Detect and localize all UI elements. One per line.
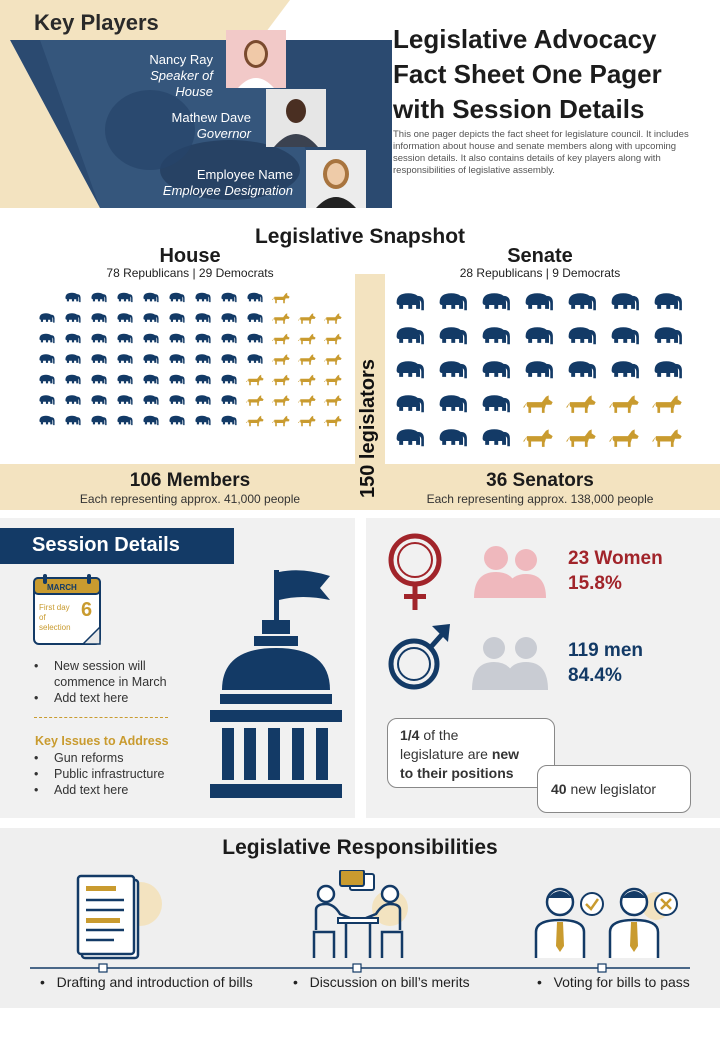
elephant-icon [65, 375, 80, 384]
elephant-icon [65, 354, 80, 363]
gender-stats [366, 518, 720, 818]
elephant-icon [65, 313, 80, 322]
elephant-icon [221, 416, 236, 425]
elephant-icon [247, 354, 262, 363]
legislative-responsibilities [0, 828, 720, 1008]
donkey-icon [652, 429, 682, 447]
new-legislator-count-box [537, 765, 691, 813]
elephant-icon [65, 334, 80, 343]
document-icon [74, 874, 170, 962]
elephant-icon [169, 416, 184, 425]
elephant-icon [655, 327, 682, 344]
elephant-icon [440, 327, 467, 344]
elephant-icon [91, 375, 106, 384]
elephant-icon [117, 375, 132, 384]
elephant-icon [221, 293, 236, 302]
calendar-day: 6 [81, 599, 93, 621]
elephant-icon [39, 375, 54, 384]
responsibility-item-2 [293, 974, 470, 990]
house-represent: Each representing approx. 41,000 people [79, 492, 301, 506]
donkey-icon [609, 395, 639, 413]
elephant-icon [117, 313, 132, 322]
elephant-icon [117, 416, 132, 425]
donkey-icon [272, 375, 290, 385]
elephant-icon [169, 354, 184, 363]
list-item: • New session will commence in March [34, 658, 194, 690]
session-points [34, 658, 194, 706]
elephant-icon [143, 354, 158, 363]
elephant-icon [143, 293, 158, 302]
men-percent: 84.4% [568, 665, 622, 686]
note-text: of the [419, 727, 459, 743]
session-details [0, 518, 355, 818]
women-percent: 15.8% [568, 573, 622, 594]
elephant-icon [39, 313, 54, 322]
session-divider [34, 717, 168, 718]
men-group-icon [470, 634, 550, 690]
key-players-section [0, 0, 720, 208]
donkey-icon [523, 395, 553, 413]
calendar-caption: selection [39, 623, 71, 632]
calendar-icon [33, 574, 103, 648]
donkey-icon [298, 354, 316, 364]
elephant-icon [397, 429, 424, 446]
page-description: This one pager depicts the fact sheet for legislature council. It includes information about house and senate members along with upcoming session details. It also contains details of key players along with responsibilities of legislative assembly. [393, 129, 689, 176]
donkey-icon [272, 334, 290, 344]
donkey-icon [272, 416, 290, 426]
elephant-icon [655, 361, 682, 378]
bullet: • [40, 974, 57, 990]
donkey-icon [324, 334, 342, 344]
new-count: 40 [551, 781, 567, 797]
elephant-icon [117, 395, 132, 404]
elephant-icon [483, 361, 510, 378]
elephant-icon [247, 313, 262, 322]
donkey-icon [272, 293, 290, 303]
donkey-icon [324, 395, 342, 405]
donkey-icon [246, 416, 264, 426]
player-role: Governor [196, 126, 251, 141]
key-players-title: Key Players [34, 10, 159, 35]
session-title: Session Details [0, 528, 234, 564]
donkey-icon [298, 395, 316, 405]
donkey-icon [652, 395, 682, 413]
elephant-icon [65, 416, 80, 425]
issues-list [34, 750, 204, 798]
elephant-icon [221, 354, 236, 363]
responsibility-item-1 [40, 974, 253, 990]
player-name: Employee Name [196, 167, 293, 182]
player-role: Employee Designation [162, 183, 293, 198]
men-stat [568, 638, 643, 688]
donkey-icon [324, 354, 342, 364]
elephant-icon [65, 395, 80, 404]
elephant-icon [247, 293, 262, 302]
capitol-building-icon [206, 570, 346, 798]
player-name: Nancy Ray [149, 52, 213, 67]
player-card-1 [110, 52, 213, 100]
elephant-icon [169, 293, 184, 302]
women-count: 23 Women [568, 548, 663, 569]
elephant-icon [169, 395, 184, 404]
elephant-icon [195, 375, 210, 384]
donkey-icon [566, 395, 596, 413]
page-title-line: Fact Sheet One Pager [393, 59, 662, 89]
elephant-icon [169, 375, 184, 384]
elephant-icon [39, 354, 54, 363]
player-photo-2 [266, 89, 326, 147]
men-count: 119 men [568, 640, 643, 661]
elephant-icon [440, 361, 467, 378]
donkey-icon [566, 429, 596, 447]
house-breakdown: 78 Republicans | 29 Democrats [106, 266, 274, 280]
elephant-icon [195, 395, 210, 404]
elephant-icon [569, 361, 596, 378]
calendar-caption: of [39, 613, 46, 622]
new-legislators-note [387, 718, 555, 788]
snapshot-title: Legislative Snapshot [254, 225, 466, 248]
responsibility-label: Drafting and introduction of bills [56, 974, 253, 990]
elephant-icon [221, 375, 236, 384]
list-item: • Add text here [34, 782, 204, 798]
player-role: Speaker of House [150, 68, 213, 99]
elephant-icon [612, 327, 639, 344]
donkey-icon [298, 313, 316, 323]
elephant-icon [526, 293, 553, 310]
elephant-icon [91, 334, 106, 343]
note-text: legislature are [400, 746, 492, 762]
senate-title: Senate [507, 245, 573, 267]
elephant-icon [195, 293, 210, 302]
elephant-icon [483, 327, 510, 344]
elephant-icon [526, 327, 553, 344]
elephant-icon [169, 313, 184, 322]
elephant-icon [91, 395, 106, 404]
elephant-icon [221, 334, 236, 343]
responsibility-item-3 [537, 974, 690, 990]
elephant-icon [440, 429, 467, 446]
donkey-icon [272, 313, 290, 323]
elephant-icon [65, 293, 80, 302]
note-bold: new [491, 746, 520, 762]
player-card-3 [110, 167, 293, 199]
elephant-icon [143, 416, 158, 425]
player-name: Mathew Dave [171, 110, 251, 125]
donkey-icon [246, 375, 264, 385]
page-title [393, 22, 713, 127]
elephant-icon [91, 313, 106, 322]
donkey-icon [523, 429, 553, 447]
elephant-icon [397, 361, 424, 378]
legislative-snapshot [0, 208, 720, 510]
donkey-icon [246, 395, 264, 405]
issues-title: Key Issues to Address [35, 734, 169, 748]
donkey-icon [609, 429, 639, 447]
elephant-icon [397, 293, 424, 310]
donkey-icon [272, 395, 290, 405]
bullet: • [293, 974, 310, 990]
player-card-2 [110, 110, 251, 142]
elephant-icon [195, 354, 210, 363]
list-item: • Public infrastructure [34, 766, 204, 782]
male-symbol-icon [386, 622, 452, 692]
elephant-icon [143, 375, 158, 384]
responsibilities-title: Legislative Responsibilities [222, 836, 498, 859]
responsibility-label: Voting for bills to pass [553, 974, 690, 990]
elephant-icon [612, 293, 639, 310]
donkey-icon [324, 375, 342, 385]
page-title-line: with Session Details [393, 94, 645, 124]
calendar-month: MARCH [47, 583, 77, 592]
elephant-icon [397, 327, 424, 344]
donkey-icon [324, 313, 342, 323]
elephant-icon [221, 395, 236, 404]
list-item: • Gun reforms [34, 750, 204, 766]
donkey-icon [272, 354, 290, 364]
discussion-icon [310, 870, 410, 962]
elephant-icon [195, 416, 210, 425]
senate-represent: Each representing approx. 138,000 people [426, 492, 654, 506]
new-count-text: new legislator [566, 781, 657, 797]
elephant-icon [483, 293, 510, 310]
responsibility-label: Discussion on bill’s merits [309, 974, 470, 990]
note-bold: to their positions [400, 765, 514, 781]
elephant-icon [397, 395, 424, 412]
female-symbol-icon [386, 532, 446, 612]
elephant-icon [440, 293, 467, 310]
new-fraction: 1/4 [400, 727, 420, 743]
elephant-icon [91, 293, 106, 302]
list-item: • Add text here [34, 690, 194, 706]
donkey-icon [298, 334, 316, 344]
elephant-icon [483, 429, 510, 446]
elephant-icon [655, 293, 682, 310]
elephant-icon [39, 416, 54, 425]
elephant-icon [91, 354, 106, 363]
donkey-icon [298, 416, 316, 426]
elephant-icon [117, 334, 132, 343]
elephant-icon [247, 334, 262, 343]
elephant-icon [195, 334, 210, 343]
elephant-icon [117, 354, 132, 363]
house-title: House [159, 245, 221, 267]
elephant-icon [569, 293, 596, 310]
donkey-icon [324, 416, 342, 426]
elephant-icon [91, 416, 106, 425]
elephant-icon [221, 313, 236, 322]
elephant-icon [143, 334, 158, 343]
elephant-icon [195, 313, 210, 322]
elephant-icon [169, 334, 184, 343]
donkey-icon [298, 375, 316, 385]
calendar-caption: First day [39, 603, 70, 612]
senate-breakdown: 28 Republicans | 9 Democrats [459, 266, 621, 280]
elephant-icon [117, 293, 132, 302]
senate-members: 36 Senators [486, 470, 594, 491]
elephant-icon [440, 395, 467, 412]
bullet: • [537, 974, 554, 990]
player-photo-1 [226, 30, 286, 88]
elephant-icon [39, 334, 54, 343]
women-group-icon [470, 542, 550, 598]
elephant-icon [612, 361, 639, 378]
player-photo-3 [306, 150, 366, 208]
elephant-icon [39, 395, 54, 404]
total-legislators: 150 legislators [357, 359, 379, 498]
women-stat [568, 546, 663, 596]
voting-icon [530, 880, 680, 960]
elephant-icon [483, 395, 510, 412]
elephant-icon [569, 327, 596, 344]
elephant-icon [143, 313, 158, 322]
elephant-icon [526, 361, 553, 378]
elephant-icon [143, 395, 158, 404]
house-members: 106 Members [129, 470, 251, 491]
page-title-line: Legislative Advocacy [393, 24, 657, 54]
